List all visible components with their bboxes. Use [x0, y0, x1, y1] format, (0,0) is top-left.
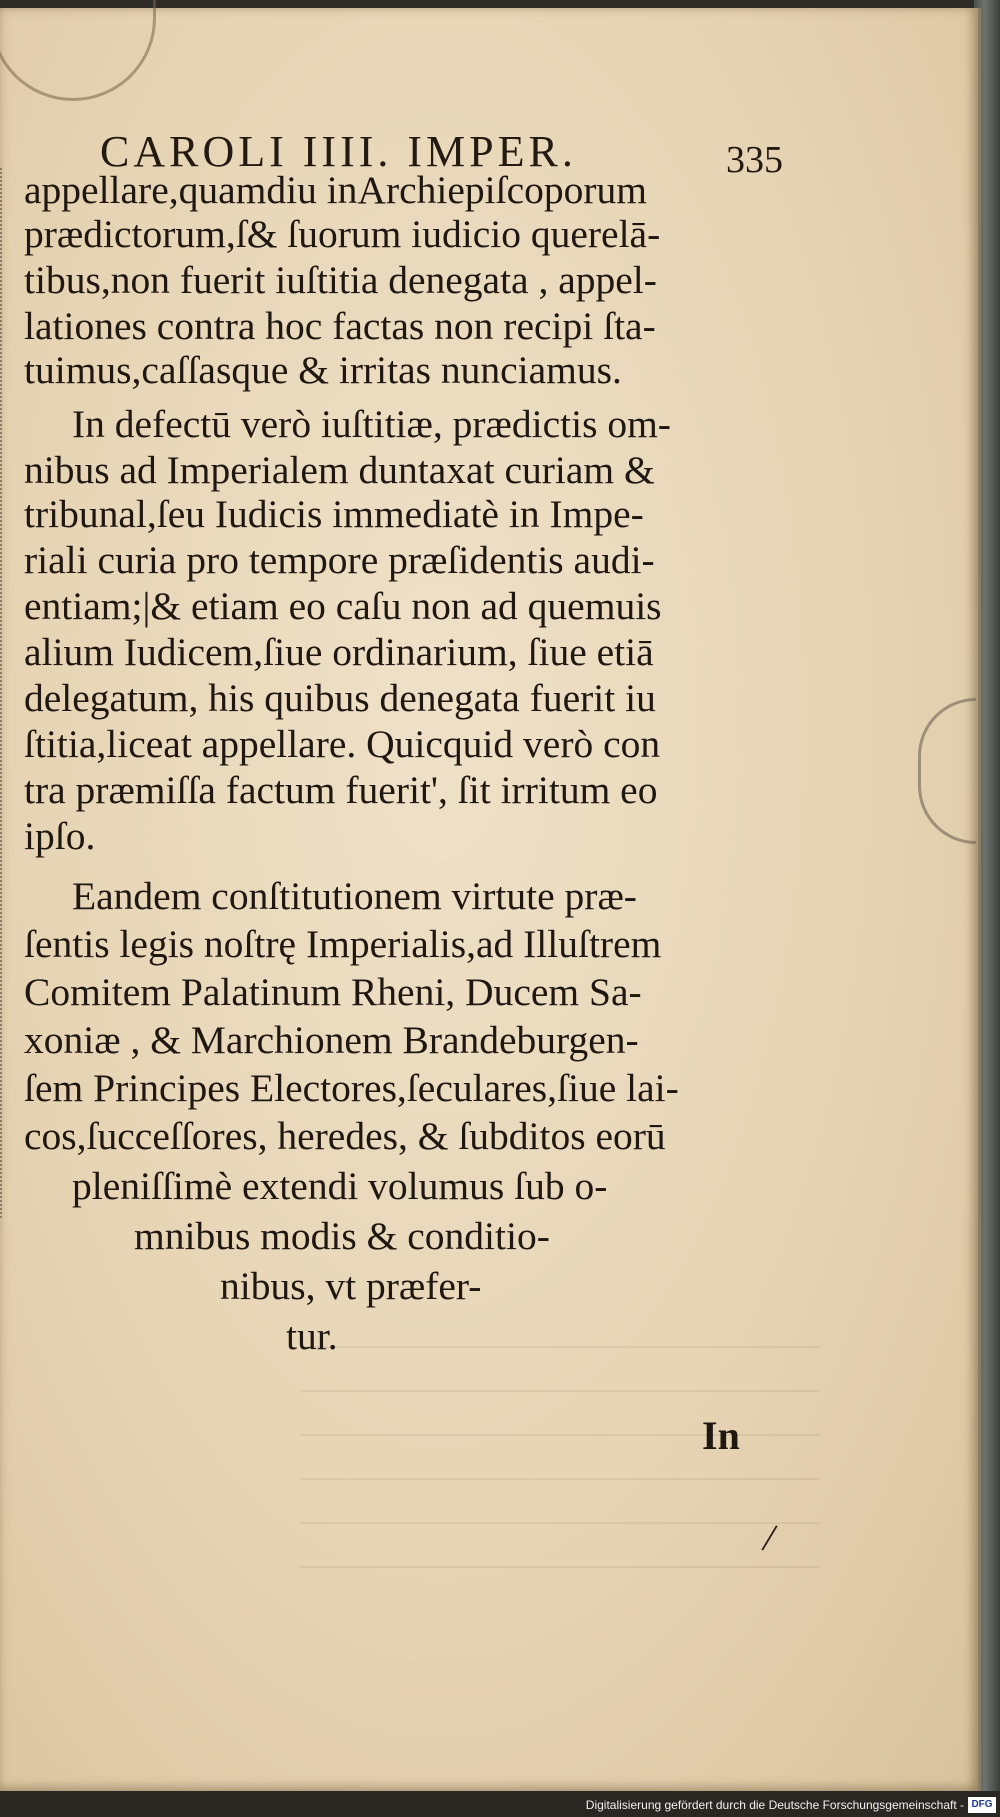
text-line: ſem Principes Electores,ſeculares,ſiue lai- — [24, 1066, 679, 1110]
text-line: appellare,quamdiu inArchiepiſcoporum — [24, 168, 648, 212]
text-line: prædictorum,ſ& ſuorum iudicio querelā- — [24, 212, 661, 256]
catchword: In — [702, 1413, 740, 1458]
text-line: mnibus modis & conditio- — [134, 1214, 550, 1258]
running-head: CAROLI IIII. IMPER. — [100, 127, 577, 176]
text-line: ſtitia,liceat appellare. Quicquid verò con — [24, 722, 661, 766]
text-line: nibus, vt præfer- — [220, 1264, 482, 1308]
page-clip-right — [918, 698, 976, 844]
text-line: ipſo. — [24, 814, 96, 858]
paragraph-start: Eandem conſtitutionem virtute præ- — [72, 874, 637, 918]
gutter-marks — [0, 168, 14, 1218]
text-line: delegatum, his quibus denegata fuerit iu — [24, 676, 656, 720]
text-line: tribunal,ſeu Iudicis immediatè in Impe- — [24, 492, 644, 536]
show-through — [300, 1308, 820, 1568]
text-line: riali curia pro tempore præſidentis audi- — [24, 538, 655, 582]
text-line: ſentis legis noſtrę Imperialis,ad Illuſtrem — [24, 922, 662, 966]
text-line: lationes contra hoc factas non recipi ſta- — [24, 304, 656, 348]
page-clip-top — [0, 0, 156, 101]
stray-pen-mark: / — [759, 1514, 780, 1561]
paragraph-start: In defectū verò iuſtitiæ, prædictis om- — [72, 402, 671, 446]
text-line: tur. — [286, 1314, 338, 1358]
text-line: cos,ſucceſſores, heredes, & ſubditos eorū — [24, 1114, 666, 1158]
text-line: tibus,non fuerit iuſtitia denegata , appel- — [24, 258, 657, 302]
text-line: alium Iudicem,ſiue ordinarium, ſiue etiā — [24, 630, 654, 674]
text-line: tra præmiſſa factum fuerit', ſit irritum eo — [24, 768, 658, 812]
text-line: pleniſſimè extendi volumus ſub o- — [72, 1164, 608, 1208]
page-number: 335 — [726, 139, 783, 181]
footer-credit: Digitalisierung gefördert durch die Deutsche Forschungsgemeinschaft - — [585, 1798, 964, 1812]
footer-bar — [0, 1791, 1000, 1817]
text-line: entiam;|& etiam eo caſu non ad quemuis — [24, 584, 662, 628]
text-line: Comitem Palatinum Rheni, Ducem Sa- — [24, 970, 642, 1014]
text-line: tuimus,caſſasque & irritas nunciamus. — [24, 348, 622, 392]
text-line: xoniæ , & Marchionem Brandeburgen- — [24, 1018, 639, 1062]
dfg-logo: DFG — [968, 1797, 996, 1813]
text-line: nibus ad Imperialem duntaxat curiam & — [24, 448, 655, 492]
book-page — [0, 8, 981, 1792]
